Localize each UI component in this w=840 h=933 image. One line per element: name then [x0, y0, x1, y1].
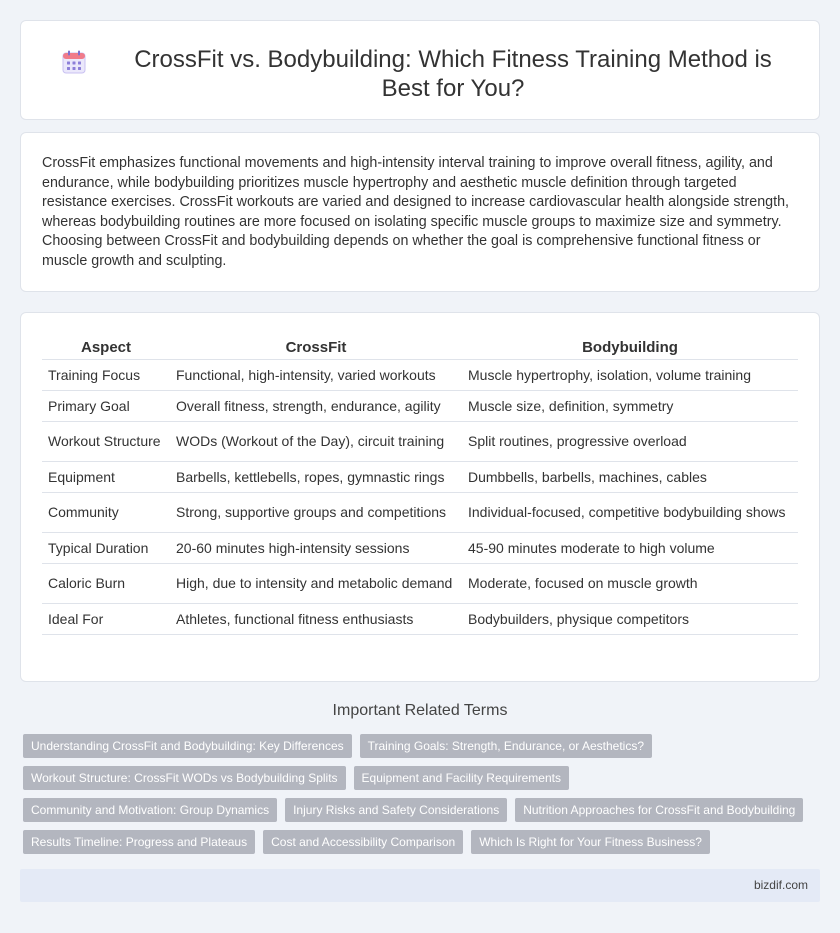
comparison-table	[42, 333, 798, 635]
header-bodybuilding: Bodybuilding	[462, 333, 798, 359]
row-aspect: Equipment	[42, 461, 170, 492]
calendar-icon	[61, 49, 87, 75]
row-bodybuilding: Muscle size, definition, symmetry	[462, 390, 798, 421]
intro-card	[20, 132, 820, 292]
row-crossfit: Strong, supportive groups and competitions	[170, 492, 462, 532]
row-aspect: Ideal For	[42, 603, 170, 634]
row-crossfit: 20-60 minutes high-intensity sessions	[170, 532, 462, 563]
table-row	[42, 390, 798, 421]
row-crossfit: WODs (Workout of the Day), circuit training	[170, 421, 462, 461]
row-crossfit: Athletes, functional fitness enthusiasts	[170, 603, 462, 634]
row-aspect: Community	[42, 492, 170, 532]
row-bodybuilding: 45-90 minutes moderate to high volume	[462, 532, 798, 563]
row-aspect: Workout Structure	[42, 421, 170, 461]
table-row	[42, 359, 798, 390]
row-aspect: Caloric Burn	[42, 563, 170, 603]
related-term-tag[interactable]: Understanding CrossFit and Bodybuilding: Key Differences	[23, 734, 352, 758]
table-header-row	[42, 333, 798, 359]
related-term-tag[interactable]: Cost and Accessibility Comparison	[263, 830, 463, 854]
row-crossfit: High, due to intensity and metabolic demand	[170, 563, 462, 603]
footer	[20, 869, 820, 902]
table-row	[42, 461, 798, 492]
table-row	[42, 532, 798, 563]
row-aspect: Typical Duration	[42, 532, 170, 563]
related-terms-heading: Important Related Terms	[332, 702, 508, 719]
title-card	[20, 20, 820, 120]
related-term-tag[interactable]: Results Timeline: Progress and Plateaus	[23, 830, 255, 854]
row-bodybuilding: Dumbbells, barbells, machines, cables	[462, 461, 798, 492]
row-bodybuilding: Moderate, focused on muscle growth	[462, 563, 798, 603]
row-crossfit: Barbells, kettlebells, ropes, gymnastic rings	[170, 461, 462, 492]
related-term-tag[interactable]: Training Goals: Strength, Endurance, or Aesthetics?	[360, 734, 652, 758]
related-term-tag[interactable]: Community and Motivation: Group Dynamics	[23, 798, 277, 822]
title-wrap	[61, 45, 799, 103]
row-bodybuilding: Muscle hypertrophy, isolation, volume training	[462, 359, 798, 390]
row-bodybuilding: Split routines, progressive overload	[462, 421, 798, 461]
table-row	[42, 421, 798, 461]
header-crossfit: CrossFit	[170, 333, 462, 359]
intro-paragraph: CrossFit emphasizes functional movements and high-intensity interval training to improve overall fitness, agility, and endurance, while bodybuilding prioritizes muscle hypertrophy and aesthetic muscle definition through targeted resistance exercises. CrossFit workouts are varied and designed to increase cardiovascular health alongside strength, whereas bodybuilding routines are more focused on isolating specific muscle groups to maximize size and symmetry. Choosing between CrossFit and bodybuilding depends on whether the goal is comprehensive functional fitness or muscle growth and sculpting.	[42, 155, 789, 269]
related-term-tag[interactable]: Nutrition Approaches for CrossFit and Bodybuilding	[515, 798, 803, 822]
related-term-tag[interactable]: Injury Risks and Safety Considerations	[285, 798, 507, 822]
related-term-tag[interactable]: Equipment and Facility Requirements	[354, 766, 569, 790]
related-term-tag[interactable]: Workout Structure: CrossFit WODs vs Bodybuilding Splits	[23, 766, 346, 790]
row-crossfit: Functional, high-intensity, varied workouts	[170, 359, 462, 390]
row-bodybuilding: Bodybuilders, physique competitors	[462, 603, 798, 634]
row-aspect: Training Focus	[42, 359, 170, 390]
related-terms-tags	[23, 734, 823, 854]
header-aspect: Aspect	[42, 333, 170, 359]
page-title: CrossFit vs. Bodybuilding: Which Fitness Training Method is Best for You?	[134, 46, 772, 102]
row-aspect: Primary Goal	[42, 390, 170, 421]
comparison-card	[20, 312, 820, 682]
footer-site-link[interactable]: bizdif.com	[753, 878, 808, 892]
row-crossfit: Overall fitness, strength, endurance, agility	[170, 390, 462, 421]
row-bodybuilding: Individual-focused, competitive bodybuilding shows	[462, 492, 798, 532]
related-term-tag[interactable]: Which Is Right for Your Fitness Business?	[471, 830, 710, 854]
table-row	[42, 492, 798, 532]
table-row	[42, 563, 798, 603]
table-row	[42, 603, 798, 634]
